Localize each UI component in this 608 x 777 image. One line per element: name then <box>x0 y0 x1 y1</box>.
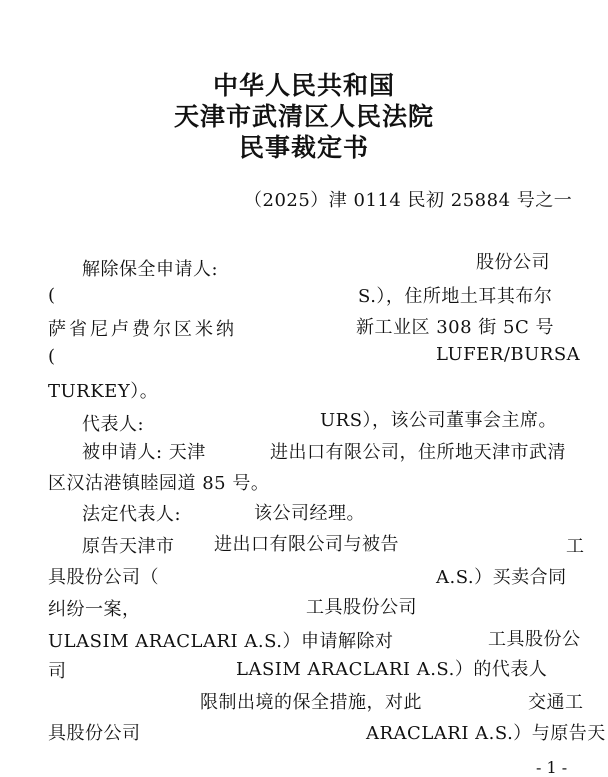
text-fragment: 工 <box>566 536 585 557</box>
legal-rep-label: 法定代表人: <box>82 504 182 525</box>
text-fragment: LASIM ARACLARI A.S.）的代表人 <box>236 659 548 680</box>
text-fragment: 进出口有限公司，住所地天津市武清 <box>270 442 566 463</box>
text-fragment: ( <box>48 285 56 306</box>
document-type: 民事裁定书 <box>238 133 369 162</box>
text-fragment: 进出口有限公司与被告 <box>214 534 399 555</box>
text-fragment: 纠纷一案， <box>48 599 141 620</box>
applicant-label: 解除保全申请人: <box>82 259 219 280</box>
text-fragment: ULASIM ARACLARI A.S.）申请解除对 <box>48 631 394 652</box>
text-fragment: 具股份公司 <box>48 723 141 744</box>
text-fragment: 该公司经理。 <box>254 503 365 524</box>
text-fragment: A.S.）买卖合同 <box>436 567 567 588</box>
text-fragment: 工具股份公 <box>488 629 581 650</box>
text-fragment: ARACLARI A.S.）与原告天 <box>366 723 606 744</box>
case-number: （2025）津 0114 民初 25884 号之一 <box>244 190 573 211</box>
text-fragment: 限制出境的保全措施，对此 <box>200 692 422 713</box>
page-number: - 1 - <box>536 758 568 777</box>
text-fragment: 工具股份公司 <box>306 597 417 618</box>
text-fragment: S.），住所地土耳其布尔 <box>358 286 553 307</box>
applicant-name-end: 股份公司 <box>476 252 550 273</box>
text-fragment: 司 <box>48 661 67 682</box>
text-fragment: LUFER/BURSA <box>436 344 581 365</box>
text-fragment: 区汉沽港镇睦园道 85 号。 <box>48 473 270 494</box>
text-fragment: 新工业区 308 街 5C 号 <box>356 317 554 338</box>
country-title: 中华人民共和国 <box>212 71 395 100</box>
text-fragment: 萨省尼卢费尔区米纳 <box>48 319 237 340</box>
text-fragment: 具股份公司（ <box>48 567 159 588</box>
text-fragment: 交通工 <box>528 692 584 713</box>
text-fragment: TURKEY）。 <box>48 381 159 402</box>
text-fragment: URS），该公司董事会主席。 <box>320 410 558 431</box>
respondent-label: 被申请人: 天津 <box>82 442 206 463</box>
text-fragment: 原告天津市 <box>82 536 175 557</box>
representative-label: 代表人: <box>82 414 145 435</box>
court-name: 天津市武清区人民法院 <box>173 102 434 131</box>
text-fragment: ( <box>48 346 56 367</box>
